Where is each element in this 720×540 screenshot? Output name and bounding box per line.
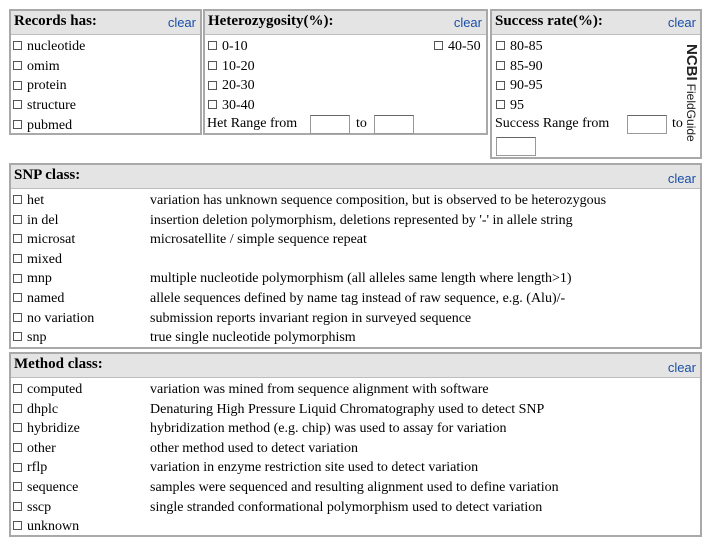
snp-class-header	[11, 165, 700, 189]
method-class-option-0[interactable]	[13, 381, 489, 399]
method-class-option-5[interactable]	[13, 479, 559, 497]
snp-class-option-2[interactable]	[13, 231, 367, 249]
ncbi-fieldguide-logo	[683, 44, 718, 164]
method-class-title: Method class:	[14, 356, 103, 372]
snp-class-option-6-label: no variation	[27, 310, 95, 326]
method-class-option-0-label: computed	[27, 382, 83, 397]
snp-class-option-2-label: microsat	[27, 232, 76, 248]
checkbox[interactable]	[13, 404, 22, 413]
method-class-option-4-description: variation in enzyme restriction site used to detect variation	[150, 460, 479, 476]
heterozygosity-title: Heterozygosity(%):	[208, 13, 334, 29]
fieldguide-logo-text: FieldGuide	[684, 83, 698, 142]
snp-class-clear-link[interactable]: clear	[667, 171, 696, 186]
method-class-option-6-label: sscp	[27, 499, 52, 515]
snp-class-option-4-label: mnp	[27, 271, 52, 287]
method-class-header	[11, 354, 700, 378]
method-class-option-6-description: single stranded conformational polymorphism used to detect variation	[150, 499, 543, 515]
method-class-option-1-description: Denaturing High Pressure Liquid Chromatography used to detect SNP	[150, 401, 545, 417]
het-range-to-input[interactable]	[374, 115, 414, 134]
snp-class-option-0-label: het	[27, 193, 45, 208]
het-option-3[interactable]	[208, 97, 255, 115]
records-panel	[9, 9, 202, 135]
checkbox[interactable]	[13, 521, 22, 530]
records-title: Records has:	[14, 13, 97, 29]
method-class-option-2-label: hybridize	[27, 421, 80, 437]
checkbox[interactable]	[13, 293, 22, 302]
success-option-3-label: 95	[510, 98, 524, 114]
success-rate-title: Success rate(%):	[495, 13, 603, 29]
success-range-from-input[interactable]	[627, 115, 667, 134]
records-clear-link[interactable]: clear	[167, 15, 196, 30]
method-class-option-7-label: unknown	[27, 519, 80, 535]
het-option-2-label: 20-30	[222, 78, 255, 94]
records-option-1[interactable]	[13, 58, 60, 76]
ncbi-logo-text: NCBI	[683, 44, 700, 81]
snp-class-option-7-description: true single nucleotide polymorphism	[150, 330, 356, 346]
success-option-2[interactable]	[496, 77, 543, 95]
method-class-option-5-label: sequence	[27, 480, 79, 495]
success-rate-clear-link[interactable]: clear	[667, 15, 696, 30]
method-class-option-5-description: samples were sequenced and resulting alignment used to define variation	[150, 480, 559, 495]
method-class-clear-link[interactable]: clear	[667, 360, 696, 375]
checkbox[interactable]	[13, 120, 22, 129]
success-range-to-input[interactable]	[496, 137, 536, 156]
checkbox[interactable]	[13, 100, 22, 109]
success-rate-header	[492, 11, 700, 35]
checkbox[interactable]	[13, 384, 22, 393]
checkbox[interactable]	[496, 41, 505, 50]
success-range-to-label: to	[672, 116, 683, 131]
checkbox[interactable]	[13, 443, 22, 452]
checkbox[interactable]	[13, 61, 22, 70]
snp-class-option-3-label: mixed	[27, 251, 62, 267]
method-class-option-3[interactable]	[13, 440, 358, 458]
het-range-label: Het Range from	[207, 116, 298, 131]
checkbox[interactable]	[13, 215, 22, 224]
snp-class-option-4-description: multiple nucleotide polymorphism (all alleles same length where length>1)	[150, 271, 572, 287]
method-class-option-1-label: dhplc	[27, 401, 59, 417]
snp-class-option-6-description: submission reports invariant region in surveyed sequence	[150, 310, 472, 326]
het-option-0-label: 0-10	[222, 39, 248, 54]
checkbox[interactable]	[13, 332, 22, 341]
records-option-4-label: pubmed	[27, 117, 73, 133]
checkbox[interactable]	[13, 423, 22, 432]
snp-class-option-1-label: in del	[27, 212, 59, 228]
success-rate-panel	[490, 9, 702, 159]
heterozygosity-panel	[203, 9, 488, 135]
method-class-option-3-description: other method used to detect variation	[150, 440, 358, 456]
snp-class-option-0-description: variation has unknown sequence composition, but is observed to be heterozygous	[150, 193, 607, 208]
method-class-option-1[interactable]	[13, 401, 545, 419]
snp-class-option-5-description: allele sequences defined by name tag instead of raw sequence, e.g. (Alu)/-	[150, 291, 566, 306]
snp-class-option-1[interactable]	[13, 212, 573, 230]
het-range-from-input[interactable]	[310, 115, 350, 134]
records-option-0[interactable]	[13, 38, 85, 56]
checkbox[interactable]	[13, 482, 22, 491]
method-class-option-0-description: variation was mined from sequence alignment with software	[150, 382, 489, 397]
method-class-panel	[9, 352, 702, 537]
snp-class-option-1-description: insertion deletion polymorphism, deletions represented by '-' in allele string	[150, 212, 573, 228]
checkbox[interactable]	[13, 463, 22, 472]
records-option-2[interactable]	[13, 77, 67, 95]
method-class-option-2-description: hybridization method (e.g. chip) was used to assay for variation	[150, 421, 507, 437]
het-option-right-0-label: 40-50	[448, 39, 481, 54]
snp-class-option-7[interactable]	[13, 329, 356, 347]
snp-class-option-3[interactable]	[13, 251, 62, 269]
checkbox[interactable]	[208, 100, 217, 109]
heterozygosity-clear-link[interactable]: clear	[453, 15, 482, 30]
success-option-1-label: 85-90	[510, 58, 543, 74]
snp-class-option-7-label: snp	[27, 330, 47, 346]
records-option-3[interactable]	[13, 97, 76, 115]
method-class-option-3-label: other	[27, 440, 56, 456]
checkbox[interactable]	[496, 61, 505, 70]
het-option-3-label: 30-40	[222, 98, 255, 114]
success-option-0[interactable]	[496, 38, 543, 56]
snp-class-option-5[interactable]	[13, 290, 566, 308]
checkbox[interactable]	[13, 254, 22, 263]
checkbox[interactable]	[496, 100, 505, 109]
snp-class-option-6[interactable]	[13, 310, 472, 328]
het-option-1[interactable]	[208, 58, 255, 76]
het-option-right-0[interactable]	[434, 38, 481, 56]
snp-class-panel	[9, 163, 702, 349]
success-option-3[interactable]	[496, 97, 524, 115]
records-option-3-label: structure	[27, 98, 76, 114]
checkbox[interactable]	[13, 81, 22, 90]
checkbox[interactable]	[434, 41, 443, 50]
success-option-0-label: 80-85	[510, 39, 543, 54]
checkbox[interactable]	[208, 61, 217, 70]
method-class-option-4-label: rflp	[27, 460, 48, 476]
het-range-to-label: to	[356, 116, 367, 131]
method-class-option-4[interactable]	[13, 459, 479, 477]
het-option-2[interactable]	[208, 77, 255, 95]
het-option-1-label: 10-20	[222, 58, 255, 74]
snp-class-title: SNP class:	[14, 167, 81, 183]
snp-class-option-2-description: microsatellite / simple sequence repeat	[150, 232, 367, 248]
method-class-option-2[interactable]	[13, 420, 507, 438]
success-option-2-label: 90-95	[510, 78, 543, 94]
records-option-0-label: nucleotide	[27, 39, 86, 54]
snp-class-option-0[interactable]	[13, 192, 607, 210]
method-class-option-6[interactable]	[13, 499, 543, 517]
method-class-option-7[interactable]	[13, 518, 79, 536]
records-option-2-label: protein	[27, 78, 67, 94]
success-option-1[interactable]	[496, 58, 543, 76]
snp-class-option-5-label: named	[27, 291, 65, 306]
checkbox[interactable]	[13, 41, 22, 50]
het-option-0[interactable]	[208, 38, 248, 56]
checkbox[interactable]	[208, 81, 217, 90]
checkbox[interactable]	[13, 234, 22, 243]
records-option-1-label: omim	[27, 58, 60, 74]
checkbox[interactable]	[13, 502, 22, 511]
checkbox[interactable]	[13, 195, 22, 204]
checkbox[interactable]	[208, 41, 217, 50]
heterozygosity-header	[205, 11, 486, 35]
checkbox[interactable]	[496, 81, 505, 90]
records-option-4[interactable]	[13, 117, 72, 135]
checkbox[interactable]	[13, 274, 22, 283]
success-range-label: Success Range from	[495, 116, 610, 131]
checkbox[interactable]	[13, 313, 22, 322]
records-header	[11, 11, 200, 35]
snp-class-option-4[interactable]	[13, 270, 572, 288]
